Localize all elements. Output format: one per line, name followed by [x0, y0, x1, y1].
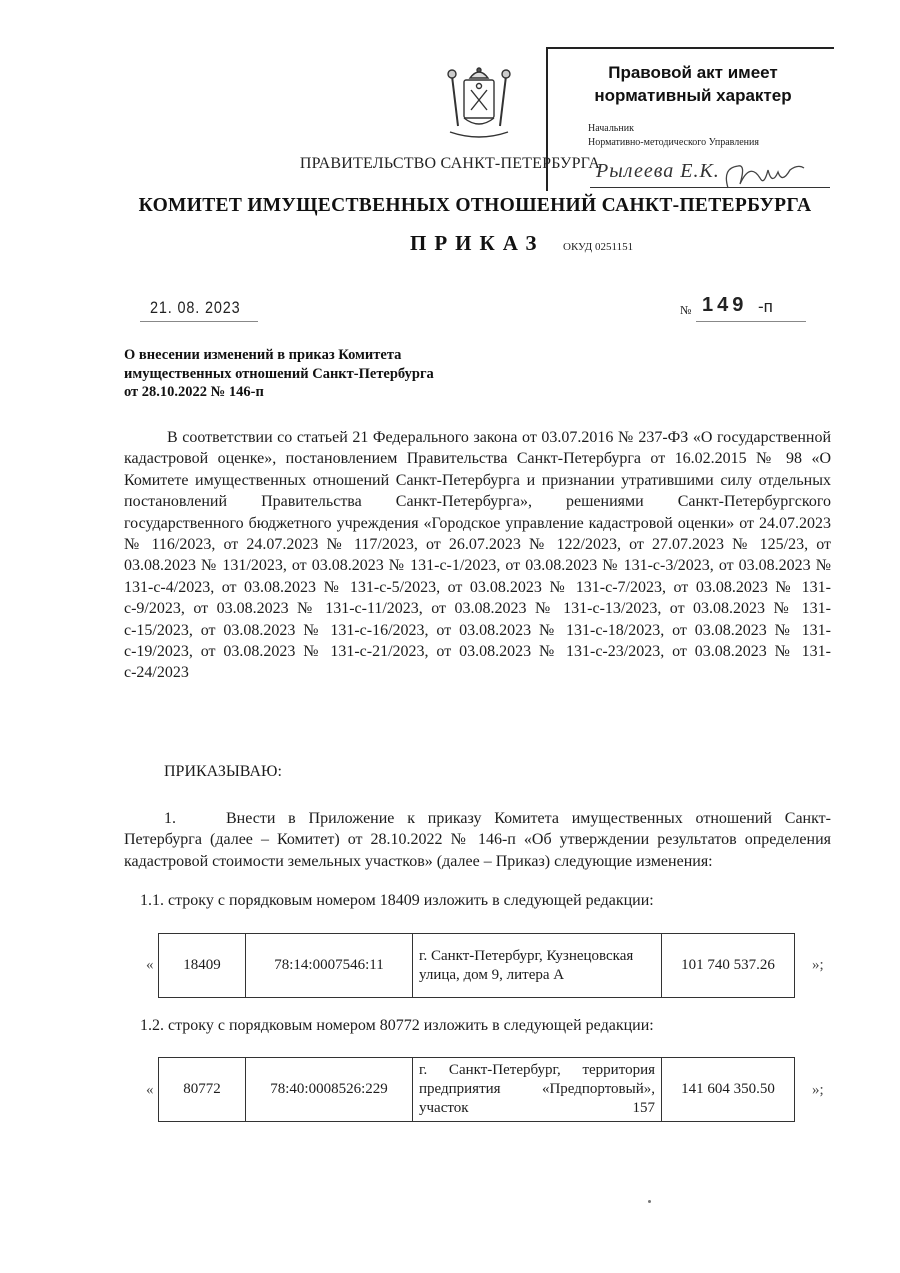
cadastral-number-cell: 78:14:0007546:11: [246, 934, 413, 998]
item-number: 1.: [164, 810, 176, 827]
subject-line: О внесении изменений в приказ Комитета: [124, 347, 402, 363]
table-row: [159, 1058, 795, 1122]
stamp-title-line2: нормативный характер: [594, 86, 792, 105]
stamp-signature-line: [590, 187, 830, 188]
committee-heading: КОМИТЕТ ИМУЩЕСТВЕННЫХ ОТНОШЕНИЙ САНКТ-ПЕТЕРБУРГА: [138, 195, 812, 216]
document-type-heading: ПРИКАЗ: [410, 231, 545, 255]
stamp-signer-name: Рылеева Е.К.: [596, 160, 720, 182]
cadastral-number-cell: 78:40:0008526:229: [246, 1058, 413, 1122]
coat-of-arms-icon: [444, 64, 514, 142]
stamp-role: Начальник: [588, 123, 634, 134]
preamble-paragraph: В соответствии со статьей 21 Федерального закона от 03.07.2016 № 237-ФЗ «О государственной кадастровой оценке», постановлением Правительства Санкт-Петербурга от 16.02.2015 № 98 «О Комитете имущественных отношений Санкт-Петербурга и признании утратившими силу отдельных постановлений Правительства Санкт-Петербурга», решениями Санкт-Петербургского государственного бюджетного учреждения «Городское управление кадастровой оценки» от 24.07.2023 № 116/2023, от 24.07.2023 № 117/2023, от 26.07.2023 № 122/2023, от 27.07.2023 № 125/23, от 03.08.2023 № 131/2023, от 03.08.2023 № 131-с-1/2023, от 03.08.2023 № 131-с-3/2023, от 03.08.2023 № 131-с-4/2023, от 03.08.2023 № 131-с-5/2023, от 03.08.2023 № 131-с-7/2023, от 03.08.2023 № 131-с-9/2023, от 03.08.2023 № 131-с-11/2023, от 03.08.2023 № 131-с-13/2023, от 03.08.2023 № 131-с-15/2023, от 03.08.2023 № 131-с-16/2023, от 03.08.2023 № 131-с-18/2023, от 03.08.2023 № 131-с-19/2023, от 03.08.2023 № 131-с-21/2023, от 03.08.2023 № 131-с-23/2023, от 03.08.2023 № 131-с-24/2023: [124, 429, 831, 682]
stamp-title: [548, 61, 838, 107]
address-cell: г. Санкт-Петербург, территория предприятия «Предпортовый», участок 157: [413, 1058, 662, 1122]
scan-speck: [648, 1200, 651, 1203]
subitem-1-1: 1.1. строку с порядковым номером 18409 изложить в следующей редакции:: [140, 892, 654, 909]
cadastral-value-cell: 141 604 350.50: [662, 1058, 795, 1122]
row-number-cell: 80772: [159, 1058, 246, 1122]
row-number-cell: 18409: [159, 934, 246, 998]
item-1-paragraph: [124, 808, 831, 872]
item-text: Внести в Приложение к приказу Комитета имущественных отношений Санкт-Петербурга (далее – Комитет) от 28.10.2022 № 146-п «Об утверждении результатов определения кадастровой стоимости земельных участков» (далее – Приказ) следующие изменения:: [124, 810, 831, 870]
amended-row-table: [158, 933, 795, 998]
document-subject: [124, 346, 434, 402]
subject-line: от 28.10.2022 № 146-п: [124, 384, 264, 400]
stamp-department: Нормативно-методического Управления: [588, 137, 759, 148]
date-underline: [140, 321, 258, 322]
number-sign: №: [680, 303, 692, 317]
subject-line: имущественных отношений Санкт-Петербурга: [124, 365, 434, 382]
document-date: 21. 08. 2023: [150, 298, 241, 317]
address-cell: г. Санкт-Петербург, Кузнецовская улица, дом 9, литера А: [413, 934, 662, 998]
table-row: [159, 934, 795, 998]
amended-row-table: [158, 1057, 795, 1122]
document-number: 149: [702, 294, 748, 316]
number-underline: [696, 321, 806, 322]
row-open-quote: «: [146, 957, 154, 973]
subitem-1-2: 1.2. строку с порядковым номером 80772 изложить в следующей редакции:: [140, 1017, 654, 1034]
row-open-quote: «: [146, 1082, 154, 1098]
row-close-quote: »;: [812, 1082, 824, 1098]
cadastral-value-cell: 101 740 537.26: [662, 934, 795, 998]
okud-code: ОКУД 0251151: [563, 241, 634, 253]
document-number-suffix: -п: [758, 297, 773, 316]
row-close-quote: »;: [812, 957, 824, 973]
government-heading: ПРАВИТЕЛЬСТВО САНКТ-ПЕТЕРБУРГА: [299, 155, 601, 172]
ordering-heading: ПРИКАЗЫВАЮ:: [164, 763, 282, 780]
stamp-title-line1: Правовой акт имеет: [608, 63, 778, 82]
